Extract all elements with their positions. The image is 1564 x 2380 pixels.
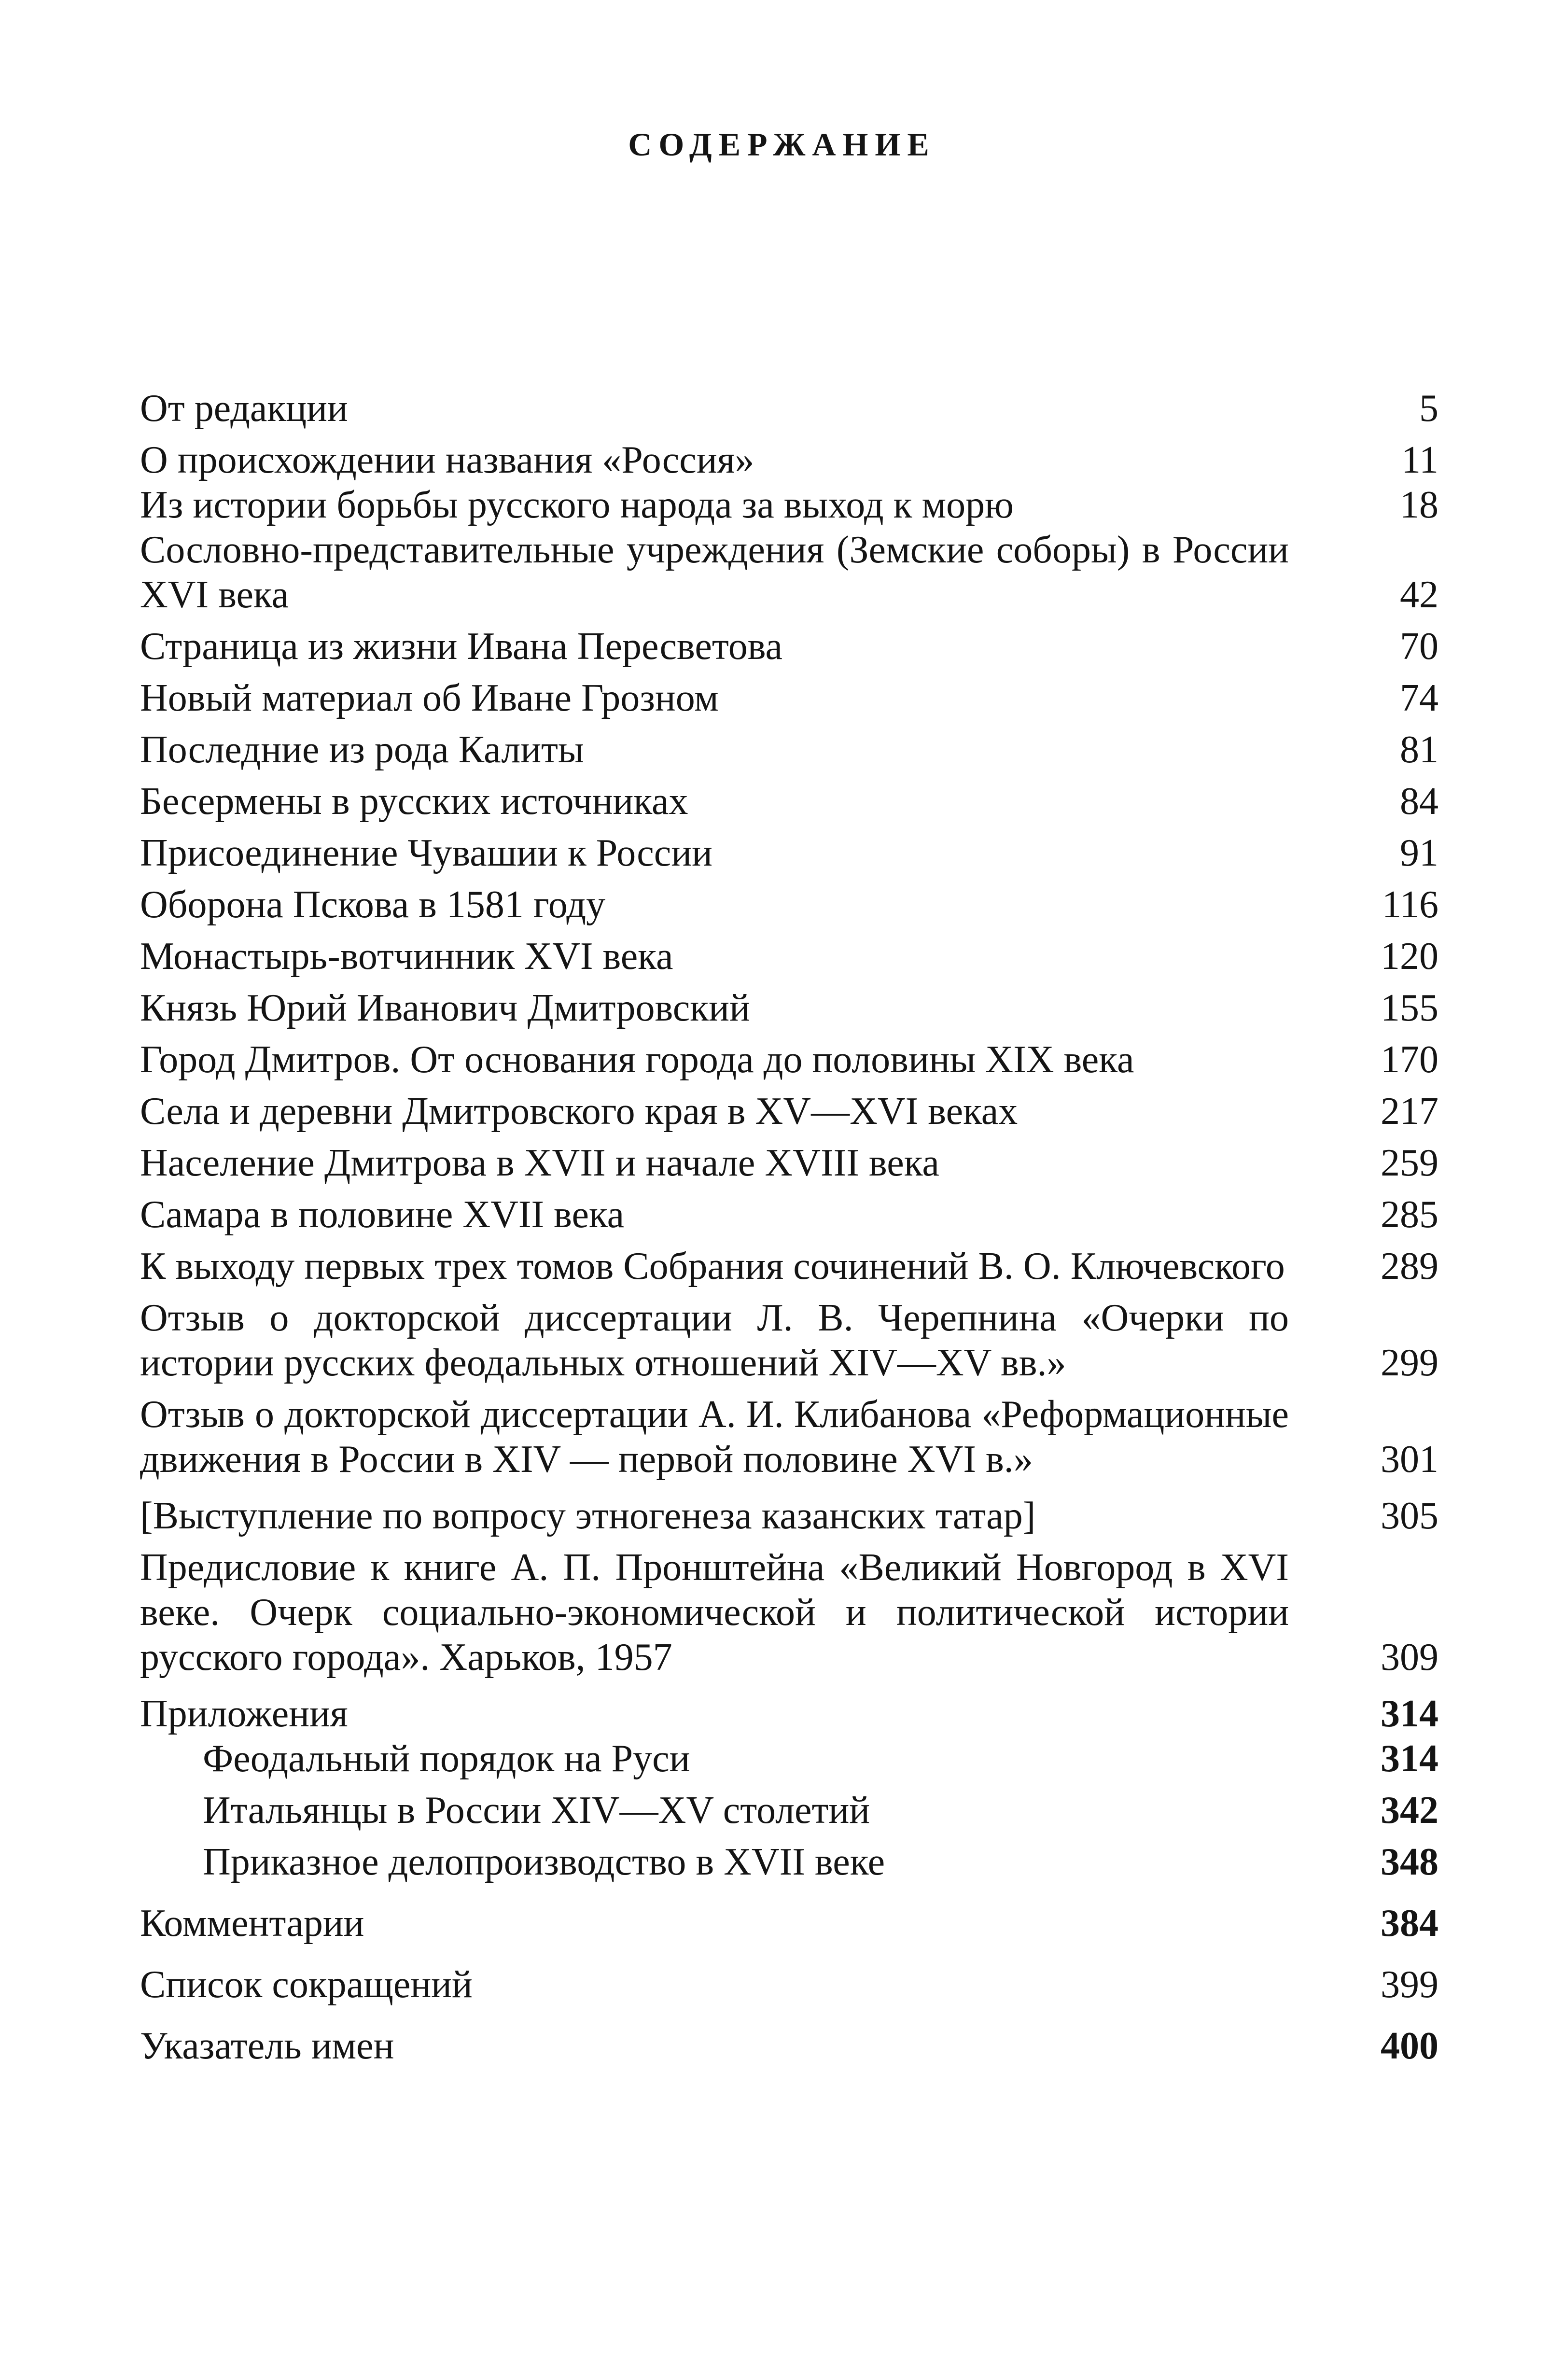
toc-entry-page: 259 [1381, 1142, 1438, 1184]
toc-entry-knyaz-yurii [140, 986, 1438, 1031]
toc-entry-page: 81 [1400, 728, 1438, 771]
toc-entry-ot-redaktsii [140, 386, 1438, 431]
toc-entry-monastyr [140, 934, 1438, 979]
toc-entry-sela-i-derevni [140, 1089, 1438, 1134]
toc-entry-naselenie-dmitrova [140, 1141, 1438, 1186]
toc-entry-title: [Выступление по вопросу этногенеза казанских татар] [140, 1495, 1036, 1537]
toc-entry-besermeny [140, 779, 1438, 824]
toc-entry-page: 309 [1381, 1636, 1438, 1679]
toc-subentry-italyantsy [140, 1788, 1438, 1833]
toc-entry-title: Комментарии [140, 1902, 364, 1945]
toc-entry-title: Села и деревни Дмитровского края в XV—XVI веках [140, 1090, 1018, 1133]
page-title: СОДЕРЖАНИЕ [628, 126, 936, 163]
toc-entry-title: Указатель имен [140, 2025, 394, 2067]
toc-entry-title: Отзыв о докторской диссертации Л. В. Черепнина «Очерки по истории русских феодальных отношений XIV—XV вв.» [140, 1297, 1289, 1384]
toc-entry-page: 70 [1400, 625, 1438, 668]
toc-entry-chuvashiya [140, 831, 1438, 876]
toc-entry-title: Князь Юрий Иванович Дмитровский [140, 987, 750, 1029]
toc-entry-otzyv-cherepnin [140, 1296, 1438, 1386]
toc-entry-kalita [140, 728, 1438, 772]
toc-entry-page: 342 [1381, 1789, 1438, 1832]
toc-entry-pskov [140, 882, 1438, 927]
table-of-contents [140, 386, 1438, 2069]
toc-entry-otzyv-klibanov [140, 1392, 1438, 1482]
toc-entry-page: 217 [1381, 1090, 1438, 1133]
toc-entry-page: 42 [1400, 574, 1438, 616]
toc-entry-page: 299 [1381, 1342, 1438, 1384]
toc-entry-gorod-dmitrov [140, 1037, 1438, 1082]
toc-entry-title: Приказное делопроизводство в XVII веке [203, 1841, 885, 1883]
toc-entry-page: 155 [1381, 987, 1438, 1029]
toc-entry-title: К выходу первых трех томов Собрания сочинений В. О. Ключевского [140, 1245, 1285, 1288]
toc-entry-page: 348 [1381, 1841, 1438, 1883]
toc-entry-title: Оборона Пскова в 1581 году [140, 883, 606, 926]
toc-entry-title: Страница из жизни Ивана Пересветова [140, 625, 782, 668]
toc-entry-page: 170 [1381, 1038, 1438, 1081]
toc-entry-title: Новый материал об Иване Грозном [140, 677, 719, 719]
toc-entry-page: 384 [1381, 1902, 1438, 1945]
toc-entry-title: Из истории борьбы русского народа за выход к морю [140, 484, 1014, 526]
toc-entry-samara [140, 1192, 1438, 1237]
toc-entry-title: Население Дмитрова в XVII и начале XVIII века [140, 1142, 939, 1184]
toc-entry-page: 74 [1400, 677, 1438, 719]
toc-entry-page: 5 [1419, 387, 1438, 430]
toc-entry-ukazatel-imen [140, 2024, 1438, 2069]
toc-entry-title: Самара в половине XVII века [140, 1193, 625, 1236]
toc-entry-page: 116 [1382, 883, 1438, 926]
toc-entry-page: 314 [1381, 1693, 1438, 1735]
toc-entry-page: 84 [1400, 780, 1438, 823]
toc-entry-zemskie-sobory [140, 528, 1438, 617]
toc-entry-kommentarii [140, 1901, 1438, 1946]
toc-entry-title: Бесермены в русских источниках [140, 780, 688, 823]
toc-entry-prilozheniya [140, 1692, 1438, 1736]
toc-entry-page: 11 [1401, 439, 1438, 481]
toc-entry-title: Монастырь-вотчинник XVI века [140, 935, 673, 978]
toc-entry-page: 305 [1381, 1495, 1438, 1537]
toc-entry-title: Итальянцы в России XIV—XV столетий [203, 1789, 870, 1832]
toc-entry-page: 314 [1381, 1737, 1438, 1780]
toc-entry-title: О происхождении названия «Россия» [140, 439, 754, 481]
toc-entry-title: Присоединение Чувашии к России [140, 832, 712, 874]
toc-entry-page: 399 [1381, 1963, 1438, 2006]
toc-subentry-prikaznoe-deloproizvodstvo [140, 1840, 1438, 1885]
toc-entry-spisok-sokrashchenii [140, 1962, 1438, 2007]
toc-entry-page: 289 [1381, 1245, 1438, 1288]
toc-entry-page: 18 [1400, 484, 1438, 526]
toc-entry-title: Приложения [140, 1693, 348, 1735]
toc-entry-title: Сословно-представительные учреждения (Земские соборы) в России XVI века [140, 529, 1289, 616]
toc-entry-page: 91 [1400, 832, 1438, 874]
toc-entry-title: Отзыв о докторской диссертации А. И. Клибанова «Реформационные движения в России в XIV — первой половине XVI в.» [140, 1393, 1289, 1481]
toc-entry-rossiya [140, 438, 1438, 483]
toc-entry-klyuchevskii [140, 1244, 1438, 1289]
toc-entry-title: Последние из рода Калиты [140, 728, 584, 771]
toc-entry-vykhod-k-moryu [140, 483, 1438, 528]
toc-entry-title: Список сокращений [140, 1963, 473, 2006]
toc-entry-title: Феодальный порядок на Руси [203, 1737, 690, 1780]
toc-entry-ivan-groznyi [140, 676, 1438, 721]
toc-entry-vystuplenie [140, 1494, 1438, 1539]
toc-entry-page: 120 [1381, 935, 1438, 978]
toc-entry-title: От редакции [140, 387, 348, 430]
toc-entry-title: Предисловие к книге А. П. Пронштейна «Великий Новгород в XVI веке. Очерк социально-экономической и политической истории русского города». Харьков, 1957 [140, 1546, 1289, 1679]
toc-entry-peresvetov [140, 624, 1438, 669]
toc-entry-predislovie-pronshtein [140, 1545, 1438, 1680]
toc-entry-page: 400 [1381, 2025, 1438, 2067]
toc-entry-title: Город Дмитров. От основания города до половины XIX века [140, 1038, 1134, 1081]
toc-entry-page: 301 [1381, 1438, 1438, 1481]
toc-subentry-feodalnyi-poryadok [140, 1736, 1438, 1781]
toc-entry-page: 285 [1381, 1193, 1438, 1236]
